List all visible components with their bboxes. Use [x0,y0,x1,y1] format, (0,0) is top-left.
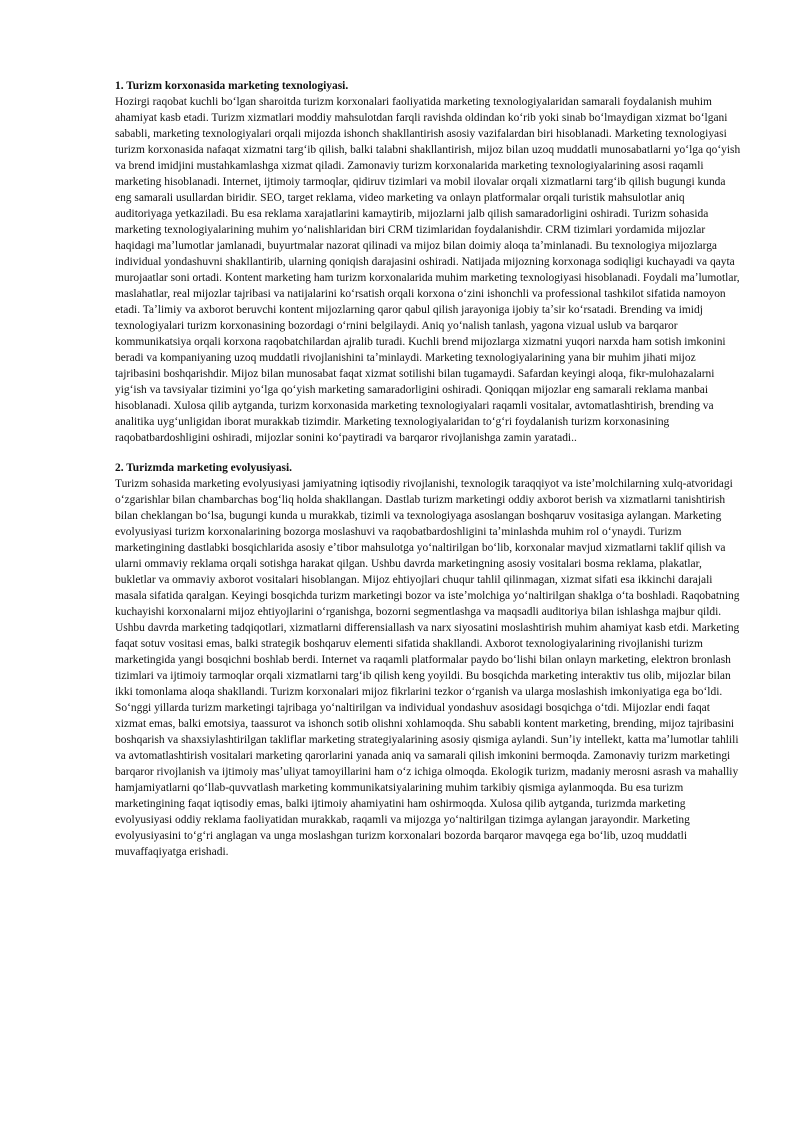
section-heading: 1. Turizm korxonasida marketing texnologiyasi. [115,80,349,92]
section-body-text: Hozirgi raqobat kuchli boʻlgan sharoitda turizm korxonalari faoliyatida marketing texnologiyalaridan samarali foydalanish muhim ahamiyat kasb etadi. Turizm xizmatlari moddiy mahsulotdan farqli ravishda oldindan koʻrib yoki sinab boʻlmaydigan xizmat boʻlgani sababli, marketing texnologiyalari orqali mijozda ishonch shakllantirish asosiy vazifalardan biri hisoblanadi. Marketing texnologiyasi turizm korxonasida nafaqat xizmatni targʻib qilish, balki talabni shakllantirish, mijoz bilan uzoq muddatli munosabatlarni yoʻlga qoʻyish va brend imidjini mustahkamlashga xizmat qiladi. Zamonaviy turizm korxonalarida marketing texnologiyalarining asosi raqamli marketing hisoblanadi. Internet, ijtimoiy tarmoqlar, qidiruv tizimlari va mobil ilovalar orqali xizmatlarni targʻib qilish bugungi kunda eng samarali usullardan biridir. SEO, target reklama, video marketing va onlayn platformalar orqali turistik mahsulotlar aniq auditoriyaga yetkaziladi. Bu esa reklama xarajatlarini kamaytirib, mijozlarni jalb qilish samaradorligini oshiradi. Turizm sohasida marketing texnologiyalarining muhim yoʻnalishlaridan biri CRM tizimlaridan foydalanishdir. CRM tizimlari yordamida mijozlar haqidagi maʼlumotlar jamlanadi, buyurtmalar nazorat qilinadi va mijoz bilan doimiy aloqa taʼminlanadi. Bu texnologiya mijozlarga individual yondashuvni shakllantirib, ularning qoniqish darajasini oshiradi. Natijada mijozning korxonaga sodiqligi kuchayadi va qayta murojaatlar soni ortadi. Kontent marketing ham turizm korxonalarida muhim marketing texnologiyasi hisoblanadi. Foydali maʼlumotlar, maslahatlar, real mijozlar tajribasi va natijalarini koʻrsatish orqali korxona oʻzini ishonchli va professional tashkilot sifatida namoyon etadi. Taʼlimiy va axborot beruvchi kontent mijozlarning qaror qabul qilish jarayoniga ijobiy taʼsir koʻrsatadi. Brending va imidj texnologiyalari turizm korxonasining bozordagi oʻrnini belgilaydi. Aniq yoʻnalish tanlash, yagona vizual uslub va barqaror kommunikatsiya orqali korxona raqobatchilardan ajralib turadi. Kuchli brend mijozlarga xizmatni yuqori narxda ham sotish imkonini beradi va kompaniyaning uzoq muddatli rivojlanishini taʼminlaydi. Marketing texnologiyalarining yana bir muhim jihati mijoz tajribasini boshqarishdir. Mijoz bilan munosabat faqat xizmat sotilishi bilan tugamaydi. Safardan keyingi aloqa, fikr-mulohazalarni yigʻish va tavsiyalar tizimini yoʻlga qoʻyish marketing samaradorligini oshiradi. Qoniqqan mijozlar eng samarali reklama manbai hisoblanadi. Xulosa qilib aytganda, turizm korxonasida marketing texnologiyalari raqamli vositalar, avtomatlashtirish, brending va analitika uygʻunligidan iborat murakkab tizimdir. Marketing texnologiyalaridan toʻgʻri foydalanish turizm korxonasining raqobatbardoshligini oshiradi, mijozlar sonini koʻpaytiradi va barqaror rivojlanishga zamin yaratadi.. [115,96,741,444]
document-page [115,78,742,860]
section-marketing-evolution [115,460,742,860]
section-heading: 2. Turizmda marketing evolyusiyasi. [115,462,292,474]
section-body-text: Turizm sohasida marketing evolyusiyasi jamiyatning iqtisodiy rivojlanishi, texnologik taraqqiyot va isteʼmolchilarning xulq-atvoridagi oʻzgarishlar bilan chambarchas bogʻliq holda shakllangan. Dastlab turizm marketingi oddiy axborot berish va xizmatlarni tanishtirish bilan cheklangan boʻlsa, bugungi kunda u murakkab, tizimli va texnologiyaga asoslangan boshqaruv vositasiga aylangan. Marketing evolyusiyasi turizm korxonalarining bozorga moslashuvi va raqobatbardoshligini taʼminlashda muhim rol oʻynaydi. Turizm marketingining dastlabki bosqichlarida asosiy eʼtibor mahsulotga yoʻnaltirilgan boʻlib, korxonalar mavjud xizmatlarni taklif qilish va ularni ommaviy reklama orqali sotishga harakat qilgan. Ushbu davrda marketingning asosiy vositalari bosma reklama, plakatlar, bukletlar va ommaviy axborot vositalari hisoblangan. Mijoz ehtiyojlari chuqur tahlil qilinmagan, xizmat sifati esa ikkinchi darajali masala sifatida qaralgan. Keyingi bosqichda turizm marketingi bozor va isteʼmolchiga yoʻnaltirilgan shaklga oʻta boshladi. Raqobatning kuchayishi korxonalarni mijoz ehtiyojlarini oʻrganishga, bozorni segmentlashga va maqsadli auditoriya bilan ishlashga majbur qildi. Ushbu davrda marketing tadqiqotlari, xizmatlarni differensiallash va narx siyosatini moslashtirish muhim ahamiyat kasb etdi. Marketing faqat sotuv vositasi emas, balki strategik boshqaruv elementi sifatida shakllandi. Axborot texnologiyalarining rivojlanishi turizm marketingida yangi bosqichni boshlab berdi. Internet va raqamli platformalar paydo boʻlishi bilan onlayn marketing, elektron bronlash tizimlari va ijtimoiy tarmoqlar orqali xizmatlarni targʻib qilish keng yoyildi. Bu bosqichda marketing interaktiv tus olib, mijozlar bilan ikki tomonlama aloqa shakllandi. Turizm korxonalari mijoz fikrlarini tezkor oʻrganish va ularga moslashish imkoniyatiga ega boʻldi. Soʻnggi yillarda turizm marketingi tajribaga yoʻnaltirilgan va individual yondashuv asosidagi bosqichga oʻtdi. Mijozlar endi faqat xizmat emas, balki emotsiya, taassurot va ishonch sotib olishni xohlamoqda. Shu sababli kontent marketing, brending, mijoz tajribasini boshqarish va shaxsiylashtirilgan takliflar marketing strategiyalarining asosiy qismiga aylandi. Sunʼiy intellekt, katta maʼlumotlar tahlili va avtomatlashtirish vositalari marketing qarorlarini yanada aniq va samarali qilish imkonini bermoqda. Zamonaviy turizm marketingi barqaror rivojlanish va ijtimoiy masʼuliyat tamoyillarini ham oʻz ichiga olmoqda. Ekologik turizm, madaniy merosni asrash va mahalliy hamjamiyatlarni qoʻllab-quvvatlash marketing kommunikatsiyalarining muhim tarkibiy qismiga aylanmoqda. Bu esa turizm marketingining faqat iqtisodiy emas, balki ijtimoiy ahamiyatini ham oshirmoqda. Xulosa qilib aytganda, turizmda marketing evolyusiyasi oddiy reklama faoliyatidan murakkab, raqamli va mijozga yoʻnaltirilgan tizimga aylangan jarayondir. Marketing evolyusiyasini toʻgʻri anglagan va unga moslashgan turizm korxonalari bozorda barqaror mavqega ega boʻlib, uzoq muddatli muvaffaqiyatga erishadi. [115,478,740,858]
section-marketing-technology [115,78,742,446]
